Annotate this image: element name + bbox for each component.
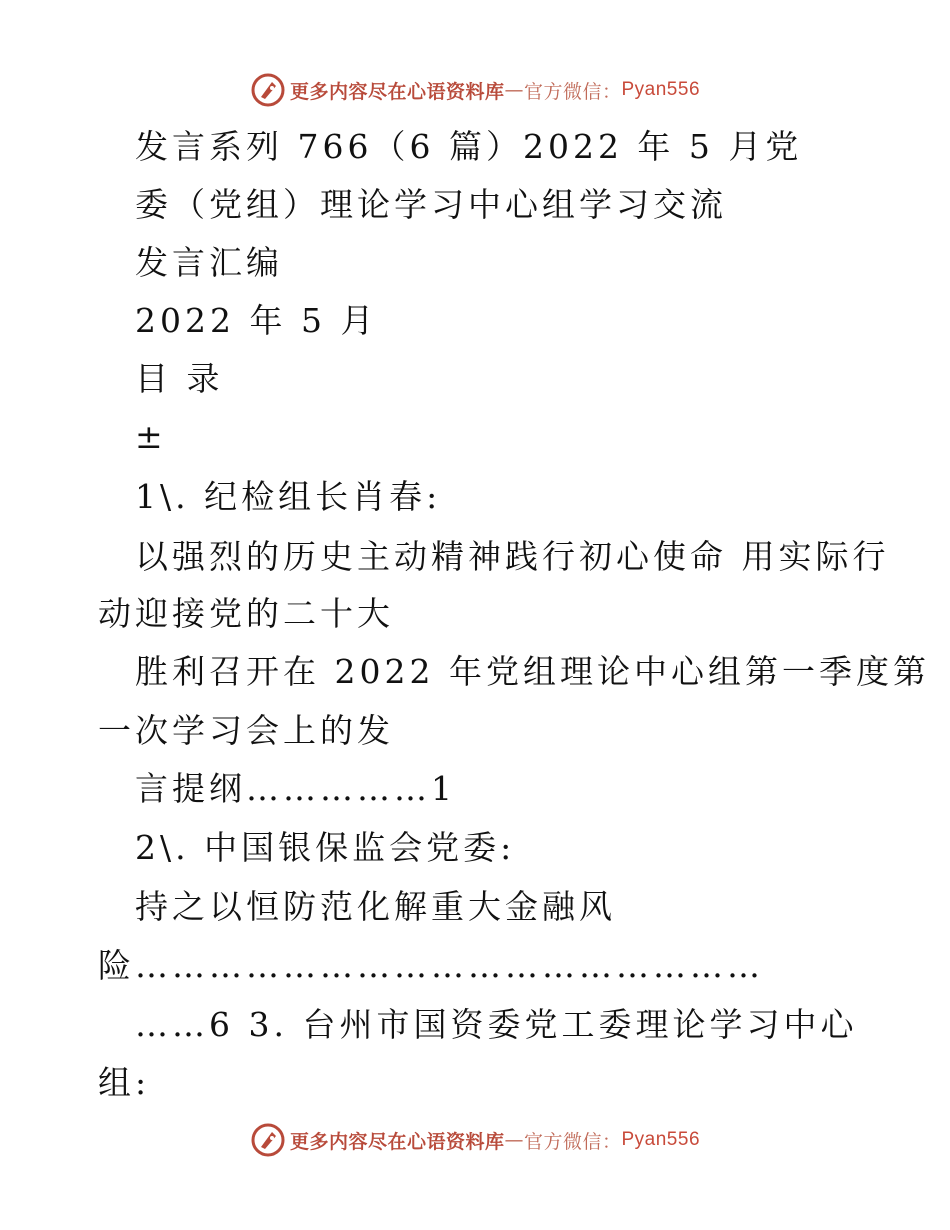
doc-line: 动迎接党的二十大 xyxy=(98,594,394,633)
watermark-sub: 官方微信： xyxy=(523,1130,622,1153)
watermark-dash: — xyxy=(504,1129,524,1151)
doc-line: 持之以恒防范化解重大金融风 xyxy=(135,887,616,926)
pen-nib-circle-icon xyxy=(250,72,286,108)
pen-nib-circle-icon xyxy=(250,1122,286,1158)
doc-line: 2\. 中国银保监会党委: xyxy=(135,828,516,867)
doc-line: ± xyxy=(135,417,167,456)
watermark-id: Pyan556 xyxy=(621,1129,701,1150)
doc-line: 险…………………………………………… xyxy=(98,946,764,985)
watermark-id: Pyan556 xyxy=(621,79,701,100)
doc-line: 组: xyxy=(98,1063,151,1102)
watermark-main: 更多内容尽在心语资料库 xyxy=(289,1130,505,1153)
watermark-dash: — xyxy=(504,79,524,101)
doc-line: 一次学习会上的发 xyxy=(98,711,394,750)
watermark-sub: 官方微信： xyxy=(523,80,622,103)
doc-line: 目 录 xyxy=(135,359,224,398)
doc-line: 发言系列 766（6 篇）2022 年 5 月党 xyxy=(135,127,803,166)
watermark-header xyxy=(0,70,950,110)
doc-line: 言提纲……………1 xyxy=(135,769,456,808)
watermark-footer xyxy=(0,1120,950,1160)
doc-line: 胜利召开在 2022 年党组理论中心组第一季度第 xyxy=(135,652,930,691)
doc-line: 发言汇编 xyxy=(135,243,283,282)
doc-line: ……6 3. 台州市国资委党工委理论学习中心 xyxy=(135,1005,858,1044)
doc-line: 以强烈的历史主动精神践行初心使命 用实际行 xyxy=(135,537,890,576)
doc-line: 委（党组）理论学习中心组学习交流 xyxy=(135,185,727,224)
watermark-main: 更多内容尽在心语资料库 xyxy=(289,80,505,103)
doc-line: 2022 年 5 月 xyxy=(135,301,378,340)
doc-line: 1\. 纪检组长肖春: xyxy=(135,477,442,516)
